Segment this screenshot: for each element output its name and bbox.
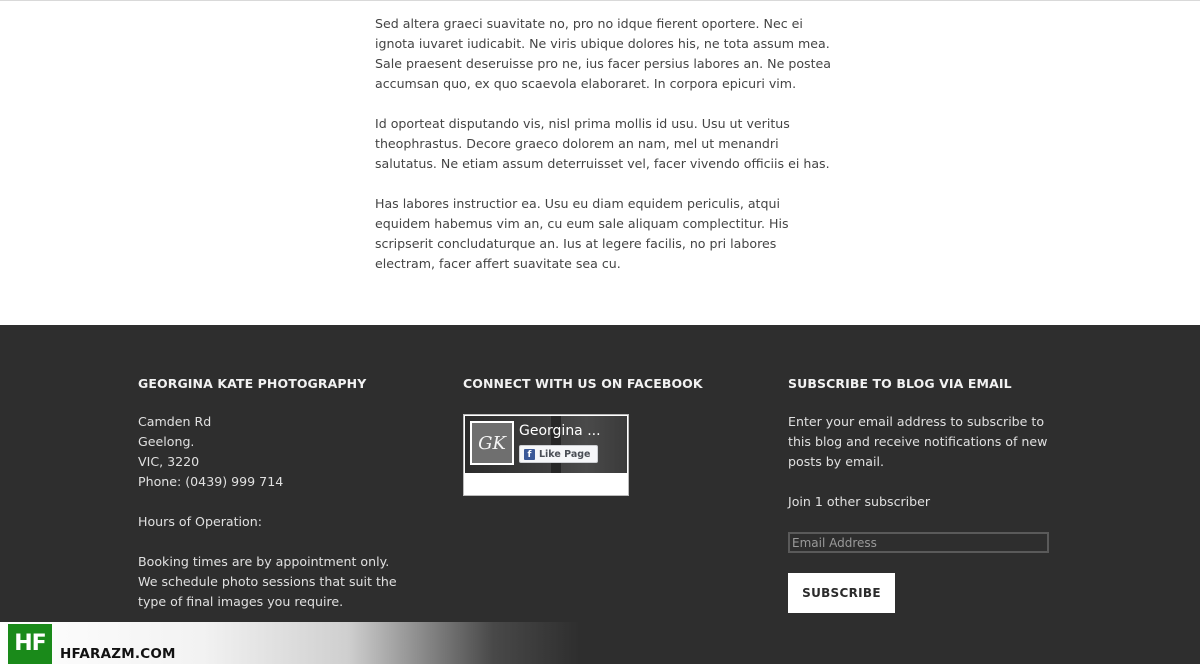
subscribe-button[interactable]: SUBSCRIBE bbox=[788, 573, 895, 613]
facebook-page-name[interactable]: Georgina ... bbox=[519, 423, 601, 439]
facebook-widget-title: CONNECT WITH US ON FACEBOOK bbox=[463, 376, 703, 391]
booking-text: Booking times are by appointment only. We schedule photo sessions that suit the type of final images you require. bbox=[138, 554, 397, 609]
facebook-widget bbox=[463, 375, 723, 460]
address-line-street: Camden Rd bbox=[138, 414, 212, 429]
about-widget-title: GEORGINA KATE PHOTOGRAPHY bbox=[138, 376, 367, 391]
top-divider bbox=[0, 0, 1200, 1]
hf-logo: HF bbox=[8, 624, 52, 664]
article-content bbox=[375, 14, 835, 294]
subscribe-description: Enter your email address to subscribe to this blog and receive notifications of new posts by email. bbox=[788, 414, 1048, 469]
address-line-city: Geelong. bbox=[138, 434, 195, 449]
facebook-page-plugin[interactable] bbox=[463, 414, 629, 496]
like-page-label: Like Page bbox=[539, 448, 591, 460]
subscribe-widget bbox=[788, 375, 1063, 613]
address-line-phone: Phone: (0439) 999 714 bbox=[138, 474, 284, 489]
email-address-input[interactable] bbox=[788, 532, 1049, 553]
facebook-page-avatar[interactable]: GK bbox=[470, 421, 514, 465]
about-widget bbox=[138, 375, 408, 632]
subscribe-widget-title: SUBSCRIBE TO BLOG VIA EMAIL bbox=[788, 376, 1012, 391]
site-watermark bbox=[0, 622, 580, 664]
watermark-text: HFARAZM.COM bbox=[60, 646, 176, 662]
article-paragraph-1: Sed altera graeci suavitate no, pro no idque fierent oportere. Nec ei ignota iuvaret iudicabit. Ne viris ubique dolores his, ne tota assum mea. Sale praesent deseruisse pro ne, ius facer persius labores an. Ne postea accumsan quo, ex quo scaevola elaboraret. In corpora epicuri vim. bbox=[375, 16, 832, 91]
facebook-like-page-button[interactable] bbox=[519, 445, 598, 463]
article-paragraph-3: Has labores instructior ea. Usu eu diam equidem periculis, atqui equidem habemus vim an, cu eum sale aliquam complectitur. His scripserit concludaturque an. Ius at legere facilis, no pri labores electram, facer affert suavitate sea cu. bbox=[375, 196, 789, 271]
article-paragraph-2: Id oporteat disputando vis, nisl prima mollis id usu. Usu ut veritus theophrastus. Decore graeco dolorem an nam, mel ut menandri salutatus. Ne etiam assum deterruisset vel, facer vivendo officiis ei has. bbox=[375, 116, 830, 171]
subscriber-count: Join 1 other subscriber bbox=[788, 494, 931, 509]
facebook-icon: f bbox=[524, 449, 535, 460]
address-line-state: VIC, 3220 bbox=[138, 454, 200, 469]
hours-label: Hours of Operation: bbox=[138, 514, 262, 529]
site-footer bbox=[0, 325, 1200, 664]
